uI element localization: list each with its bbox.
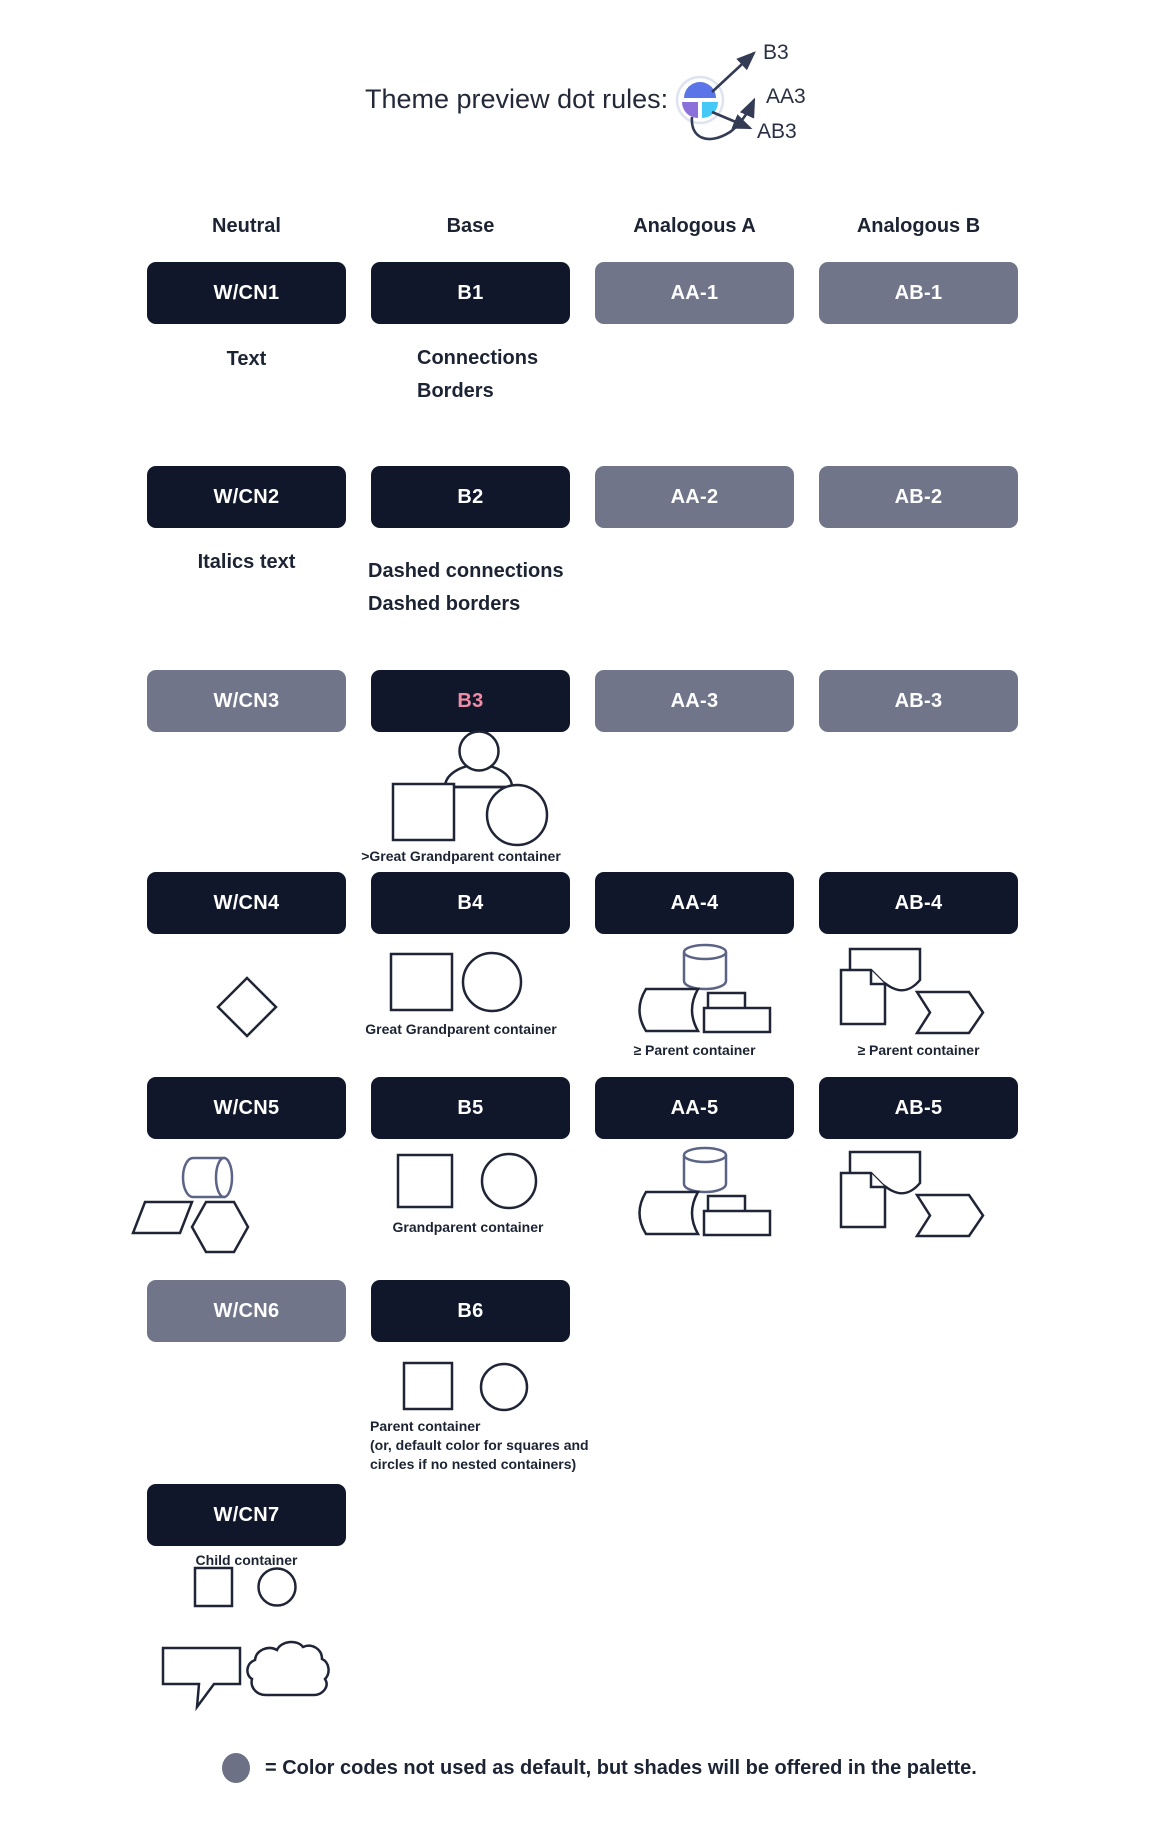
ab5-shape-cluster (835, 1143, 990, 1243)
caption-parent-note-1: (or, default color for squares and (370, 1437, 589, 1453)
caption-child: Child container (195, 1552, 298, 1568)
column-header-base: Base (446, 215, 495, 237)
parallelogram-icon (133, 1202, 192, 1233)
circle-icon (487, 785, 547, 845)
caption-gte-parent-aa: ≥ Parent container (633, 1042, 756, 1058)
dot-rule-label-b3: B3 (763, 41, 789, 64)
page-title: Theme preview dot rules: (365, 84, 669, 114)
swatch-aa3: AA-3 (595, 670, 794, 732)
wcn5-shape-cluster (120, 1145, 260, 1257)
caption-parent-note-2: circles if no nested containers) (370, 1456, 577, 1472)
caption-borders: Borders (417, 380, 494, 402)
swatch-b5: B5 (371, 1077, 570, 1139)
caption-dashed-borders: Dashed borders (368, 593, 521, 615)
square-icon (398, 1155, 452, 1207)
swatch-ab2: AB-2 (819, 466, 1018, 528)
horizontal-cylinder-cap-icon (216, 1158, 232, 1197)
swatch-aa4: AA-4 (595, 872, 794, 934)
caption-dashed (368, 555, 564, 621)
hexagon-icon (192, 1202, 248, 1252)
circle-icon (463, 953, 521, 1011)
caption-connections-borders (417, 342, 538, 408)
chevron-arrow-icon (917, 1195, 983, 1236)
swatch-b1: B1 (371, 262, 570, 324)
swatch-wcn2: W/CN2 (147, 466, 346, 528)
cylinder-top-icon (684, 945, 726, 959)
column-header-neutral: Neutral (212, 215, 281, 237)
swatch-wcn4: W/CN4 (147, 872, 346, 934)
wcn7-shape-cluster (185, 1560, 305, 1614)
card-body-icon (704, 1008, 770, 1032)
stored-data-icon (640, 1192, 699, 1234)
dot-rule-label-aa3: AA3 (766, 85, 806, 108)
speech-bubble-icon (163, 1648, 240, 1707)
caption-great-grandparent: Great Grandparent container (365, 1021, 557, 1037)
ab4-shape-cluster (835, 940, 990, 1040)
square-icon (404, 1363, 452, 1409)
swatch-b2: B2 (371, 466, 570, 528)
caption-text: Text (226, 348, 267, 370)
aa4-shape-cluster (625, 937, 775, 1037)
caption-gt-great-grandparent: >Great Grandparent container (361, 848, 561, 864)
caption-parent: Parent container (370, 1418, 481, 1434)
circle-icon (481, 1364, 527, 1410)
diamond-icon (218, 978, 276, 1036)
swatch-ab4: AB-4 (819, 872, 1018, 934)
swatch-ab3: AB-3 (819, 670, 1018, 732)
swatch-ab1: AB-1 (819, 262, 1018, 324)
wcn4-shape-cluster (216, 976, 278, 1038)
swatch-b3: B3 (371, 670, 570, 732)
caption-connections: Connections (417, 347, 539, 369)
b4-shape-cluster (385, 946, 555, 1016)
swatch-wcn3: W/CN3 (147, 670, 346, 732)
stored-data-icon (640, 989, 699, 1031)
wcn7-shape-cluster-2 (150, 1632, 335, 1712)
column-header-analogous-a: Analogous A (633, 215, 756, 237)
swatch-aa2: AA-2 (595, 466, 794, 528)
column-header-analogous-b: Analogous B (856, 215, 981, 237)
swatch-b4: B4 (371, 872, 570, 934)
caption-italics-text: Italics text (197, 551, 296, 573)
swatch-ab5: AB-5 (819, 1077, 1018, 1139)
swatch-wcn1: W/CN1 (147, 262, 346, 324)
cylinder-top-icon (684, 1148, 726, 1162)
arrow-to-b3 (712, 53, 754, 92)
aa5-shape-cluster (625, 1140, 775, 1240)
b5-shape-cluster (390, 1148, 545, 1214)
b6-shape-cluster (395, 1356, 535, 1416)
swatch-wcn5: W/CN5 (147, 1077, 346, 1139)
person-head-icon (460, 732, 499, 771)
cloud-icon (247, 1642, 328, 1695)
circle-icon (259, 1569, 296, 1606)
caption-gte-parent-ab: ≥ Parent container (857, 1042, 980, 1058)
chevron-arrow-icon (917, 992, 983, 1033)
dot-rule-label-ab3: AB3 (757, 120, 797, 143)
circle-icon (482, 1154, 536, 1208)
legend-dot-icon (222, 1753, 250, 1783)
swatch-aa5: AA-5 (595, 1077, 794, 1139)
card-body-icon (704, 1211, 770, 1235)
caption-dashed-connections: Dashed connections (368, 560, 564, 582)
caption-grandparent: Grandparent container (392, 1219, 544, 1235)
square-icon (391, 954, 452, 1010)
legend-text: = Color codes not used as default, but shades will be offered in the palette. (265, 1757, 977, 1779)
square-icon (195, 1568, 232, 1606)
b3-shape-cluster (385, 723, 555, 848)
caption-parent-block (370, 1417, 610, 1474)
swatch-b6: B6 (371, 1280, 570, 1342)
arrow-to-ab3 (712, 112, 750, 128)
swatch-aa1: AA-1 (595, 262, 794, 324)
square-icon (393, 784, 454, 840)
swatch-wcn6: W/CN6 (147, 1280, 346, 1342)
swatch-wcn7: W/CN7 (147, 1484, 346, 1546)
